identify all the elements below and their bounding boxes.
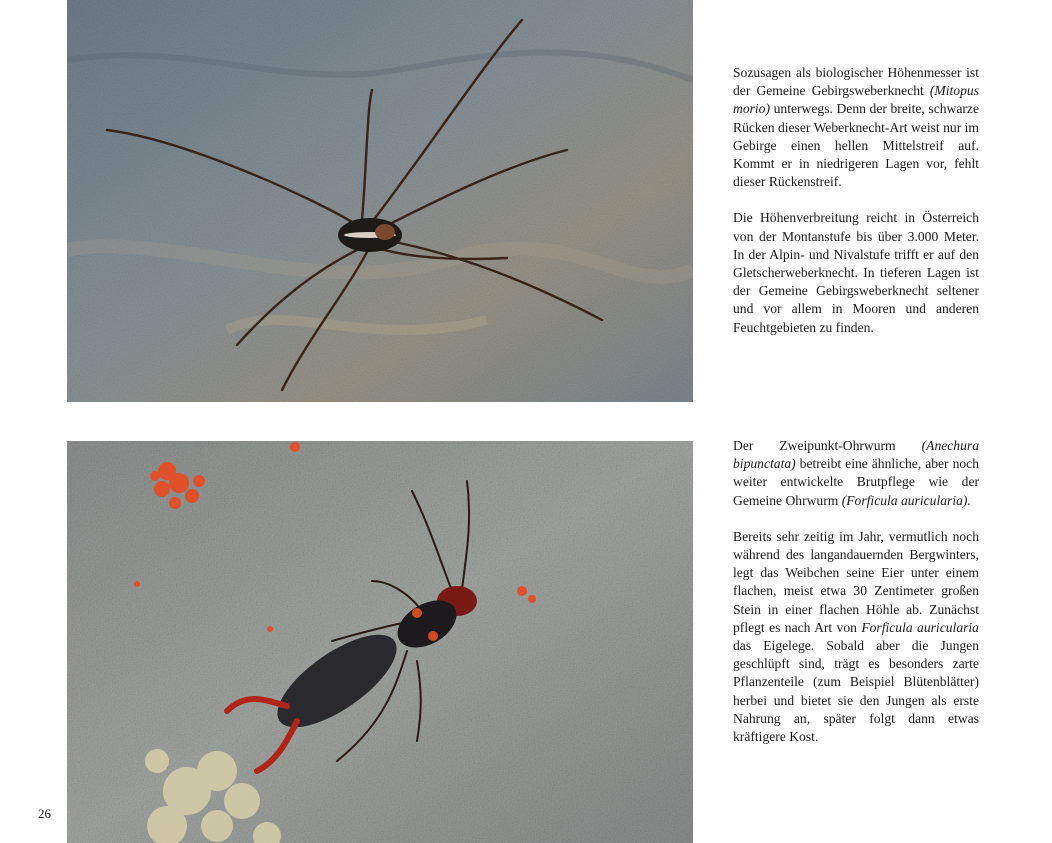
paragraph-harvestman-1 [733,64,979,191]
text-segment: unterwegs. Denn der breite, schwarze Rücken dieser Weberknecht-Art weist nur im Gebirge einen hellen Mittelstreif auf. Kommt er in niedrigeren Lagen vor, fehlt dieser Rückenstreif. [733,101,979,190]
text-segment: Der Zweipunkt-Ohrwurm [733,438,922,453]
text-segment: Sozusagen als biologischer Höhenmesser ist der Gemeine Gebirgsweberknecht [733,65,979,99]
paragraph-harvestman-2: Die Höhenverbreitung reicht in Österreich von der Montanstufe bis über 3.000 Meter. In der Alpin- und Nivalstufe trifft er auf den Gletscherweberknecht. In tieferen Lagen ist der Gemeine Gebirgsweberknecht seltener und vor allem in Mooren und anderen Feuchtgebieten zu finden. [733,210,979,335]
species-name: (Mitopus morio) [733,83,979,117]
photo-earwig [67,441,693,843]
text-segment: das Eigelege. Sobald aber die Jungen geschlüpft sind, trägt es besonders zarte Pflanzenteile (zum Beispiel Blütenblätter) herbei und bietet sie den Jungen als erste Nahrung an, später folgt dann etwas kräftigere Kost. [733,638,979,745]
photo-harvestman [67,0,693,402]
paragraph-earwig-1 [733,437,979,510]
species-name: (Anechura bipunctata) [733,438,979,472]
species-name: Forficula auricularia [861,619,979,635]
text-block-earwig [733,437,979,764]
page-number: 26 [38,806,51,821]
text-segment: betreibt eine ähnliche, aber noch weiter entwickelte Brutpflege wie der Gemeine Ohrwurm [733,456,979,508]
text-block-harvestman [733,64,979,355]
paragraph-earwig-2 [733,528,979,746]
text-segment: Bereits sehr zeitig im Jahr, vermutlich noch während des langandauernden Bergwinters, legt das Weibchen seine Eier unter einem flachen, meist etwa 30 Zentimeter großen Stein in einer flachen Höhle ab. Zunächst pflegt es nach Art von [733,528,979,635]
species-name: (Forficula auricularia). [841,492,971,508]
